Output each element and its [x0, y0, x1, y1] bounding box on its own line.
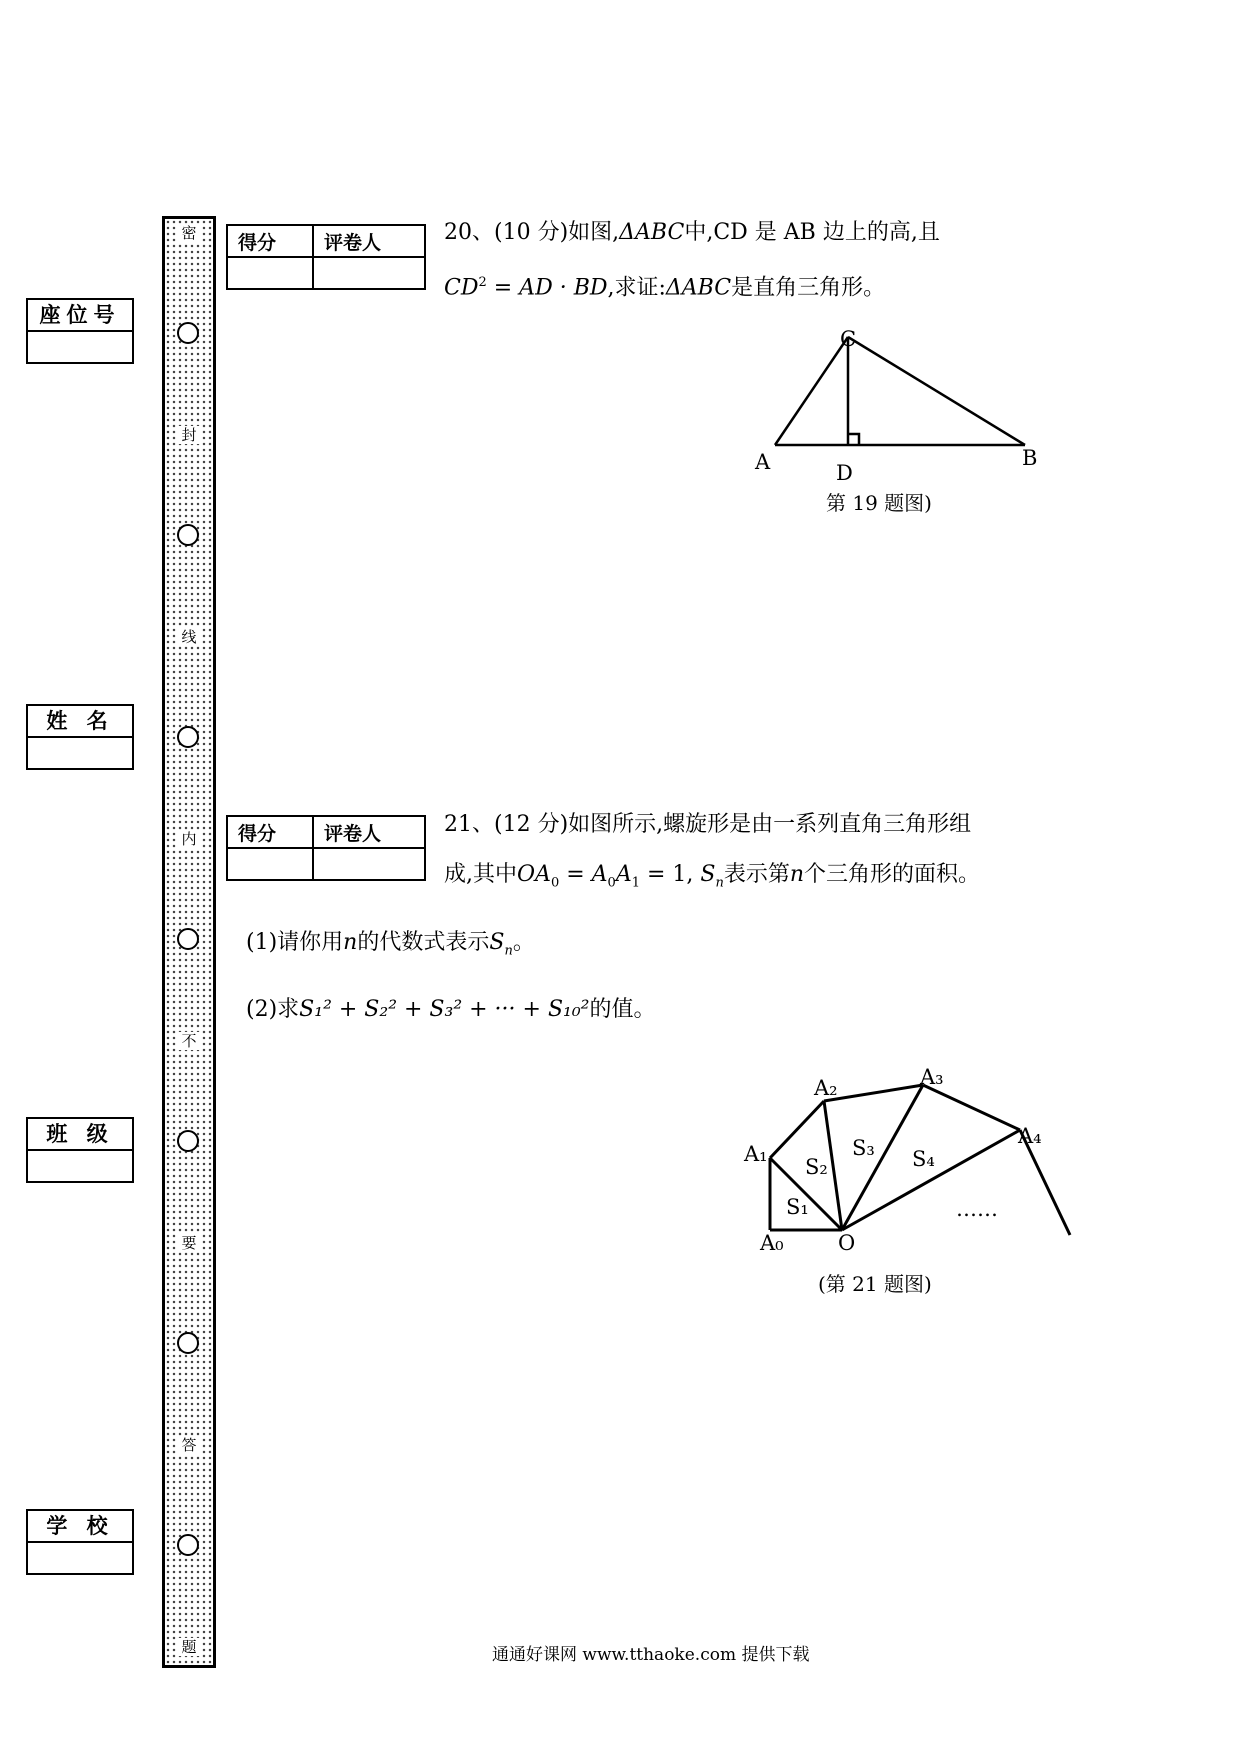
binding-hole-icon [177, 1534, 199, 1556]
q21-text: 表示第 [723, 862, 790, 887]
q20-text: 是直角三角形。 [731, 275, 886, 301]
q21-label-s1: S₁ [786, 1195, 809, 1219]
q20-point-d: D [836, 461, 853, 485]
q21-sn: S [489, 930, 505, 955]
q21-line1: 21、(12 分)如图所示,螺旋形是由一系列直角三角形组 [444, 812, 972, 837]
q21-n: n [343, 930, 358, 955]
q20-text: ,求证: [607, 275, 666, 301]
q20-point-b: B [1022, 446, 1038, 470]
class-label: 班 级 [28, 1119, 132, 1151]
score-label: 得分 [227, 816, 313, 848]
q20-triangle-abc: ΔABC [619, 220, 685, 245]
grader-label: 评卷人 [313, 816, 425, 848]
q20-figure-caption: 第 19 题图) [826, 491, 932, 515]
q21-label-s4: S₄ [912, 1147, 935, 1171]
score-cell[interactable] [227, 848, 313, 880]
q21-eq-sub: 0 [550, 875, 560, 891]
q21-eq: OA [517, 862, 551, 887]
q21-eq-sub: 0 [607, 875, 616, 891]
q21-part2 [246, 995, 886, 1025]
q21-label-a3: A₃ [920, 1065, 944, 1089]
q21-text: 。 [512, 930, 535, 955]
strip-char: 题 [176, 1638, 202, 1656]
score-cell[interactable] [227, 257, 313, 289]
q21-n: n [789, 862, 805, 887]
q21-score-table [226, 815, 426, 881]
q20-text: 20、(10 分)如图, [444, 220, 620, 245]
grader-cell[interactable] [313, 257, 425, 289]
q21-part1 [246, 928, 886, 966]
q21-sn: S [700, 862, 716, 887]
q20-triangle-abc: ΔABC [665, 275, 732, 301]
strip-char: 密 [176, 224, 202, 242]
school-field [26, 1509, 134, 1575]
name-label: 姓 名 [28, 706, 132, 738]
q20-line2 [444, 268, 1064, 303]
seat-number-label: 座位号 [28, 300, 132, 332]
q21-eq: = A [559, 862, 608, 887]
q20-point-c: C [840, 327, 857, 351]
q21-text: 的值。 [589, 997, 656, 1022]
class-value[interactable] [28, 1151, 132, 1181]
binding-hole-icon [177, 322, 199, 344]
q21-sum-expression: S₁² + S₂² + S₃² + ··· + S₁₀² [299, 997, 590, 1022]
q21-label-a2: A₂ [814, 1076, 838, 1100]
q21-figure-caption: (第 21 题图) [818, 1272, 932, 1296]
q21-label-a1: A₁ [744, 1142, 768, 1166]
binding-hole-icon [177, 1130, 199, 1152]
q20-eq-sup: 2 [478, 275, 487, 290]
class-field [26, 1117, 134, 1183]
q21-label-o: O [838, 1231, 856, 1255]
q20-point-a: A [755, 450, 771, 474]
strip-char: 封 [176, 426, 202, 444]
school-label: 学 校 [28, 1511, 132, 1543]
strip-char: 内 [176, 830, 202, 848]
q21-label-a0: A₀ [760, 1231, 784, 1255]
grader-label: 评卷人 [313, 225, 425, 257]
binding-hole-icon [177, 524, 199, 546]
q21-text: 个三角形的面积。 [804, 862, 981, 887]
q21-text: (2)求 [246, 997, 300, 1022]
grader-cell[interactable] [313, 848, 425, 880]
name-value[interactable] [28, 738, 132, 768]
score-label: 得分 [227, 225, 313, 257]
binding-hole-icon [177, 928, 199, 950]
seat-number-value[interactable] [28, 332, 132, 362]
q21-text: 的代数式表示 [357, 930, 490, 955]
q21-sn-sub: n [504, 943, 513, 959]
binding-hole-icon [177, 1332, 199, 1354]
footer-text: 通通好课网 www.tthaoke.com 提供下载 [492, 1645, 810, 1665]
q20-eq-cd: CD [444, 275, 479, 301]
q21-eq-sub: 1 [631, 875, 640, 891]
q21-label-s3: S₃ [852, 1136, 875, 1160]
strip-char: 不 [176, 1032, 202, 1050]
name-field [26, 704, 134, 770]
strip-char: 线 [176, 628, 202, 646]
strip-char: 要 [176, 1234, 202, 1252]
q20-score-table [226, 224, 426, 290]
q21-line2 [444, 860, 1084, 898]
seat-number-field [26, 298, 134, 364]
q21-label-s2: S₂ [805, 1155, 828, 1179]
q20-line1 [444, 218, 1064, 248]
q21-sn-sub: n [715, 875, 724, 891]
q21-eq: A [615, 862, 632, 887]
school-value[interactable] [28, 1543, 132, 1573]
q20-triangle-figure [755, 327, 1055, 450]
binding-hole-icon [177, 726, 199, 748]
q21-eq: = 1, [639, 862, 694, 887]
q21-text: 成,其中 [444, 862, 517, 887]
q21-text: (1)请你用 [246, 930, 344, 955]
q20-eq-rhs: = AD · BD [486, 275, 608, 301]
strip-char: 答 [176, 1436, 202, 1454]
q21-label-a4: A₄ [1018, 1124, 1042, 1148]
q20-text: 中,CD 是 AB 边上的高,且 [684, 220, 940, 245]
q21-label-dots: …… [956, 1197, 998, 1221]
